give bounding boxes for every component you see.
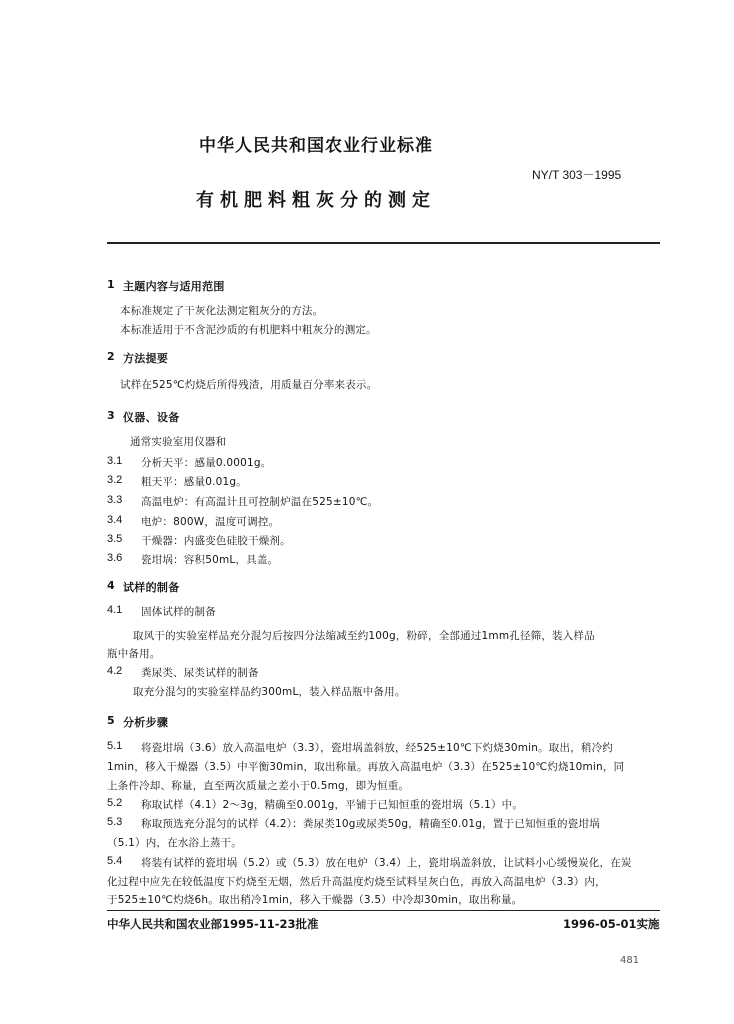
- header-rule: [107, 242, 660, 244]
- item-text: 干燥器：内盛变色硅胶干燥剂。: [141, 535, 291, 547]
- section-5-title: 分析步骤: [123, 716, 169, 729]
- item-text: 瓷坩埚：容积50mL，具盖。: [141, 554, 279, 566]
- paragraph-line: 瓶中备用。: [107, 648, 161, 660]
- standard-category-title: 中华人民共和国农业行业标准: [199, 136, 433, 156]
- section-4-number: 4: [107, 579, 115, 592]
- paragraph-line: 于525±10℃灼烧6h。取出稍冷1min，移入干燥器（3.5）中冷却30min，取出称量。: [107, 894, 523, 906]
- section-5-number: 5: [107, 714, 115, 727]
- item-text: 电炉：800W，温度可调控。: [141, 516, 280, 528]
- paragraph-line: 取充分混匀的实验室样品约300mL，装入样品瓶中备用。: [133, 686, 406, 698]
- subsection-title: 粪尿类、尿类试样的制备: [141, 667, 259, 679]
- section-3-number: 3: [107, 409, 115, 422]
- section-1-number: 1: [107, 278, 115, 291]
- paragraph-line: 取风干的实验室样品充分混匀后按四分法缩减至约100g，粉碎，全部通过1mm孔径筛，装入样品: [133, 630, 595, 642]
- paragraph-line: 化过程中应先在较低温度下灼烧至无烟，然后升高温度灼烧至试料呈灰白色，再放入高温电炉（3.3）内，: [107, 876, 606, 888]
- paragraph-line: 上条件冷却、称量，直至两次质量之差小于0.5mg，即为恒重。: [107, 780, 410, 792]
- paragraph-line: （5.1）内，在水浴上蒸干。: [107, 837, 242, 849]
- item-number: 3.4: [107, 514, 123, 526]
- item-number: 3.6: [107, 552, 123, 564]
- footer-rule: [107, 910, 660, 911]
- implementation-date: 1996-05-01实施: [563, 917, 660, 931]
- section-2-paragraph: 试样在525℃灼烧后所得残渣，用质量百分率来表示。: [120, 379, 378, 391]
- paragraph-line: 称取试样（4.1）2～3g，精确至0.001g，平铺于已知恒重的瓷坩埚（5.1）中。: [141, 799, 524, 811]
- item-text: 粗天平：感量0.01g。: [141, 476, 247, 488]
- section-1-paragraph: 本标准规定了干灰化法测定粗灰分的方法。: [120, 305, 324, 317]
- paragraph-line: 将瓷坩埚（3.6）放入高温电炉（3.3），瓷坩埚盖斜放，经525±10℃下灼烧30min。取出，稍冷约: [141, 742, 613, 754]
- paragraph-line: 1min，移入干燥器（3.5）中平衡30min，取出称量。再放入高温电炉（3.3）在525±10℃灼烧10min，同: [107, 761, 625, 773]
- section-2-title: 方法提要: [123, 352, 169, 365]
- section-1-title: 主题内容与适用范围: [123, 280, 225, 293]
- item-number: 5.2: [107, 797, 123, 809]
- section-3-title: 仪器、设备: [123, 411, 180, 424]
- document-title: 有机肥料粗灰分的测定: [196, 190, 436, 211]
- item-number: 3.5: [107, 533, 123, 545]
- paragraph-line: 将装有试样的瓷坩埚（5.2）或（5.3）放在电炉（3.4）上，瓷坩埚盖斜放，让试料小心缓慢炭化，在炭: [141, 857, 632, 869]
- section-1-paragraph: 本标准适用于不含泥沙质的有机肥料中粗灰分的测定。: [120, 324, 377, 336]
- item-number: 5.3: [107, 816, 123, 828]
- paragraph-line: 称取预选充分混匀的试样（4.2）：粪尿类10g或尿类50g，精确至0.01g，置于已知恒重的瓷坩埚: [141, 818, 600, 830]
- section-4-title: 试样的制备: [123, 581, 180, 594]
- item-number: 3.1: [107, 455, 123, 467]
- item-number: 4.1: [107, 604, 123, 616]
- page-number: 481: [620, 955, 640, 966]
- item-text: 高温电炉：有高温计且可控制炉温在525±10℃。: [141, 496, 379, 508]
- approval-note: 中华人民共和国农业部1995-11-23批准: [107, 917, 319, 931]
- subsection-title: 固体试样的制备: [141, 606, 216, 618]
- standard-code: NY/T 303－1995: [532, 168, 622, 182]
- item-number: 4.2: [107, 665, 123, 677]
- item-number: 3.3: [107, 494, 123, 506]
- item-number: 5.4: [107, 855, 123, 867]
- item-number: 3.2: [107, 474, 123, 486]
- item-text: 分析天平：感量0.0001g。: [141, 457, 272, 469]
- section-2-number: 2: [107, 350, 115, 363]
- section-3-intro: 通常实验室用仪器和: [130, 436, 227, 448]
- item-number: 5.1: [107, 740, 123, 752]
